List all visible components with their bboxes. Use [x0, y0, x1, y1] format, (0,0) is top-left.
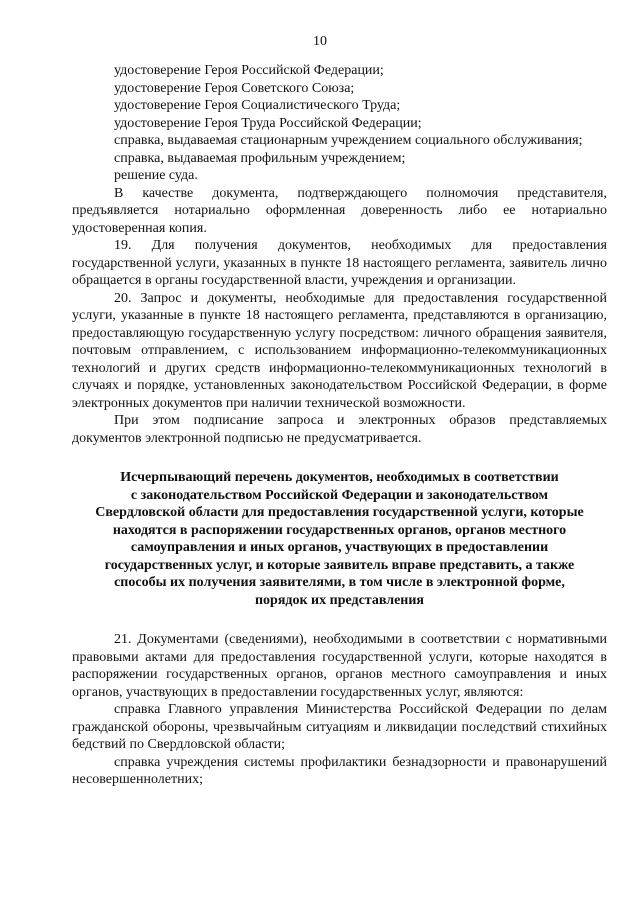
list-item: решение суда.	[114, 168, 198, 183]
heading-line: Свердловской области для предоставления государственной услуги, которые	[95, 505, 584, 520]
heading-line: с законодательством Российской Федерации и законодательством	[130, 487, 549, 503]
heading-line: находятся в распоряжении государственных органов, органов местного	[112, 522, 567, 538]
paragraph-19: 19. Для получения документов, необходимых для предоставления государственной услуги, указанных в пункте 18 настоящего регламента, заявитель лично обращается в органы государственной власти, учреждения и организации.	[72, 238, 607, 288]
list-item: удостоверение Героя Социалистического Труда;	[114, 98, 401, 113]
paragraph-representative: В качестве документа, подтверждающего полномочия представителя, предъявляется нотариально оформленная доверенность либо ее нотариально удостоверенная копия.	[72, 185, 607, 236]
section-heading	[72, 469, 607, 609]
list-item: справка, выдаваемая профильным учреждением;	[114, 150, 406, 166]
list-item: удостоверение Героя Советского Союза;	[114, 80, 355, 96]
heading-line: Исчерпывающий перечень документов, необходимых в соответствии	[120, 470, 559, 485]
list-item: справка, выдаваемая стационарным учреждением социального обслуживания;	[114, 133, 583, 148]
heading-line: способы их получения заявителями, в том числе в электронной форме,	[114, 575, 565, 590]
list-item: удостоверение Героя Труда Российской Федерации;	[114, 115, 422, 131]
list-item: удостоверение Героя Российской Федерации;	[114, 63, 384, 78]
paragraph-21: 21. Документами (сведениями), необходимыми в соответствии с нормативными правовыми актами для предоставления государственной услуги, которые находятся в распоряжении государственных органов, органов местного самоуправления и иных органов, участвующих в предоставлении государственных услуг, являются:	[72, 632, 607, 700]
heading-line: порядок их представления	[254, 592, 425, 608]
document-body	[72, 62, 607, 789]
page-number: 10	[313, 34, 327, 49]
paragraph-signature: При этом подписание запроса и электронных образов представляемых документов электронной подписью не предусматривается.	[72, 413, 607, 446]
heading-line: самоуправления и иных органов, участвующих в предоставлении	[130, 540, 549, 555]
list-item: справка учреждения системы профилактики безнадзорности и правонарушений несовершеннолетних;	[72, 754, 607, 787]
heading-line: государственных услуг, и которые заявитель вправе представить, а также	[104, 557, 575, 573]
list-item: справка Главного управления Министерства Российской Федерации по делам гражданской обороны, чрезвычайным ситуациям и ликвидации последствий стихийных бедствий по Свердловской области;	[72, 702, 607, 752]
paragraph-20: 20. Запрос и документы, необходимые для предоставления государственной услуги, указанные в пункте 18 настоящего регламента, представляются в организацию, предоставляющую государственную услугу посредством: личного обращения заявителя, почтовым отправлением, с использованием информационно-телекоммуникационных технологий и других средств информационно-телекоммуникационных технологий в случаях и порядке, установленных законодательством Российской Федерации, в форме электронных документов при наличии технической возможности.	[72, 290, 607, 411]
